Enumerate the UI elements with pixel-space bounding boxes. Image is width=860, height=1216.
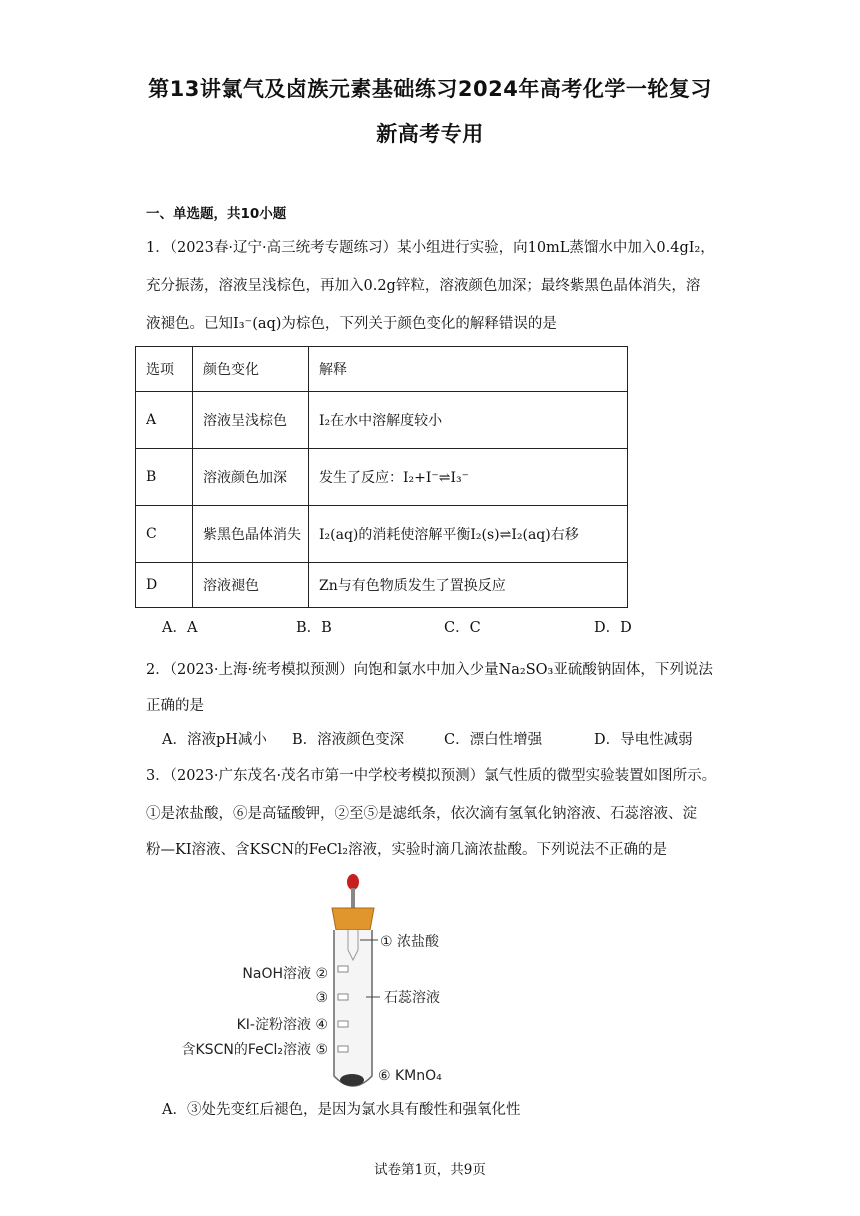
q1-text-line2: 充分振荡，溶液呈浅棕色，再加入0.2g锌粒，溶液颜色加深；最终紫黑色晶体消失，溶 — [146, 278, 701, 294]
table-header-cell: 颜色变化 — [193, 347, 309, 392]
q2-option-c[interactable]: C．漂白性增强 — [444, 732, 543, 748]
q3-text-line3: 粉—KI溶液、含KSCN的FeCl₂溶液，实验时滴几滴浓盐酸。下列说法不正确的是 — [146, 842, 667, 858]
apparatus-diagram — [140, 868, 470, 1093]
table-cell: Zn与有色物质发生了置换反应 — [309, 563, 628, 608]
table-row — [136, 392, 628, 449]
label-naoh: NaOH溶液 ② — [242, 966, 328, 982]
q1-option-a[interactable]: A．A — [162, 620, 198, 636]
q1-text-line1: 1．（2023春·辽宁·高三统考专题练习）某小组进行实验，向10mL蒸馏水中加入0.4gI₂， — [146, 240, 715, 256]
table-header-cell: 选项 — [136, 347, 193, 392]
q2-option-b[interactable]: B．溶液颜色变深 — [292, 732, 405, 748]
table-cell: 紫黑色晶体消失 — [193, 506, 309, 563]
q3-text-line2: ①是浓盐酸，⑥是高锰酸钾，②至⑤是滤纸条，依次滴有氢氧化钠溶液、石蕊溶液、淀 — [146, 806, 697, 822]
table-cell: 溶液颜色加深 — [193, 449, 309, 506]
table-cell: I₂(aq)的消耗使溶解平衡I₂(s)⇌I₂(aq)右移 — [309, 506, 628, 563]
q3-option-a[interactable]: A．③处先变红后褪色，是因为氯水具有酸性和强氧化性 — [162, 1102, 521, 1118]
label-litmus: 石蕊溶液 — [384, 990, 440, 1006]
label-3: ③ — [315, 990, 328, 1006]
filter-strip-2 — [338, 966, 348, 972]
q2-text-line1: 2．（2023·上海·统考模拟预测）向饱和氯水中加入少量Na₂SO₃亚硫酸钠固体，下列说法 — [146, 662, 713, 678]
table-row — [136, 506, 628, 563]
q1-option-c[interactable]: C．C — [444, 620, 481, 636]
q2-option-d[interactable]: D．导电性减弱 — [594, 732, 693, 748]
table-cell: I₂在水中溶解度较小 — [309, 392, 628, 449]
page-footer: 试卷第1页，共9页 — [374, 1162, 486, 1178]
q1-table — [135, 346, 628, 608]
q1-option-b[interactable]: B．B — [296, 620, 332, 636]
table-row — [136, 449, 628, 506]
table-cell: D — [136, 563, 193, 608]
label-conc-hcl: ① 浓盐酸 — [380, 934, 440, 950]
filter-strip-5 — [338, 1046, 348, 1052]
page-subtitle: 新高考专用 — [376, 122, 484, 146]
table-cell: 溶液褪色 — [193, 563, 309, 608]
table-row — [136, 563, 628, 608]
test-tube — [334, 930, 372, 1086]
filter-strip-4 — [338, 1021, 348, 1027]
q2-option-a[interactable]: A．溶液pH减小 — [162, 732, 267, 748]
filter-strip-3 — [338, 994, 348, 1000]
table-cell: 发生了反应：I₂+I⁻⇌I₃⁻ — [309, 449, 628, 506]
label-kmno4: ⑥ KMnO₄ — [378, 1068, 442, 1084]
table-cell: A — [136, 392, 193, 449]
table-cell: B — [136, 449, 193, 506]
label-ki-starch: KI-淀粉溶液 ④ — [236, 1017, 328, 1033]
table-cell: 溶液呈浅棕色 — [193, 392, 309, 449]
page-title: 第13讲氯气及卤族元素基础练习2024年高考化学一轮复习 — [148, 77, 712, 101]
kmno4-solid — [340, 1074, 364, 1086]
dropper-bulb-icon — [347, 874, 359, 890]
stopper — [332, 908, 374, 930]
table-header-cell: 解释 — [309, 347, 628, 392]
section-heading: 一、单选题，共10小题 — [146, 206, 287, 222]
q3-text-line1: 3．（2023·广东茂名·茂名市第一中学校考模拟预测）氯气性质的微型实验装置如图所示。 — [146, 768, 717, 784]
q1-text-line3: 液褪色。已知I₃⁻(aq)为棕色，下列关于颜色变化的解释错误的是 — [146, 316, 557, 332]
label-kscn-fecl2: 含KSCN的FeCl₂溶液 ⑤ — [181, 1042, 328, 1058]
q2-text-line2: 正确的是 — [146, 698, 204, 714]
table-header-row — [136, 347, 628, 392]
table-cell: C — [136, 506, 193, 563]
q1-option-d[interactable]: D．D — [594, 620, 632, 636]
